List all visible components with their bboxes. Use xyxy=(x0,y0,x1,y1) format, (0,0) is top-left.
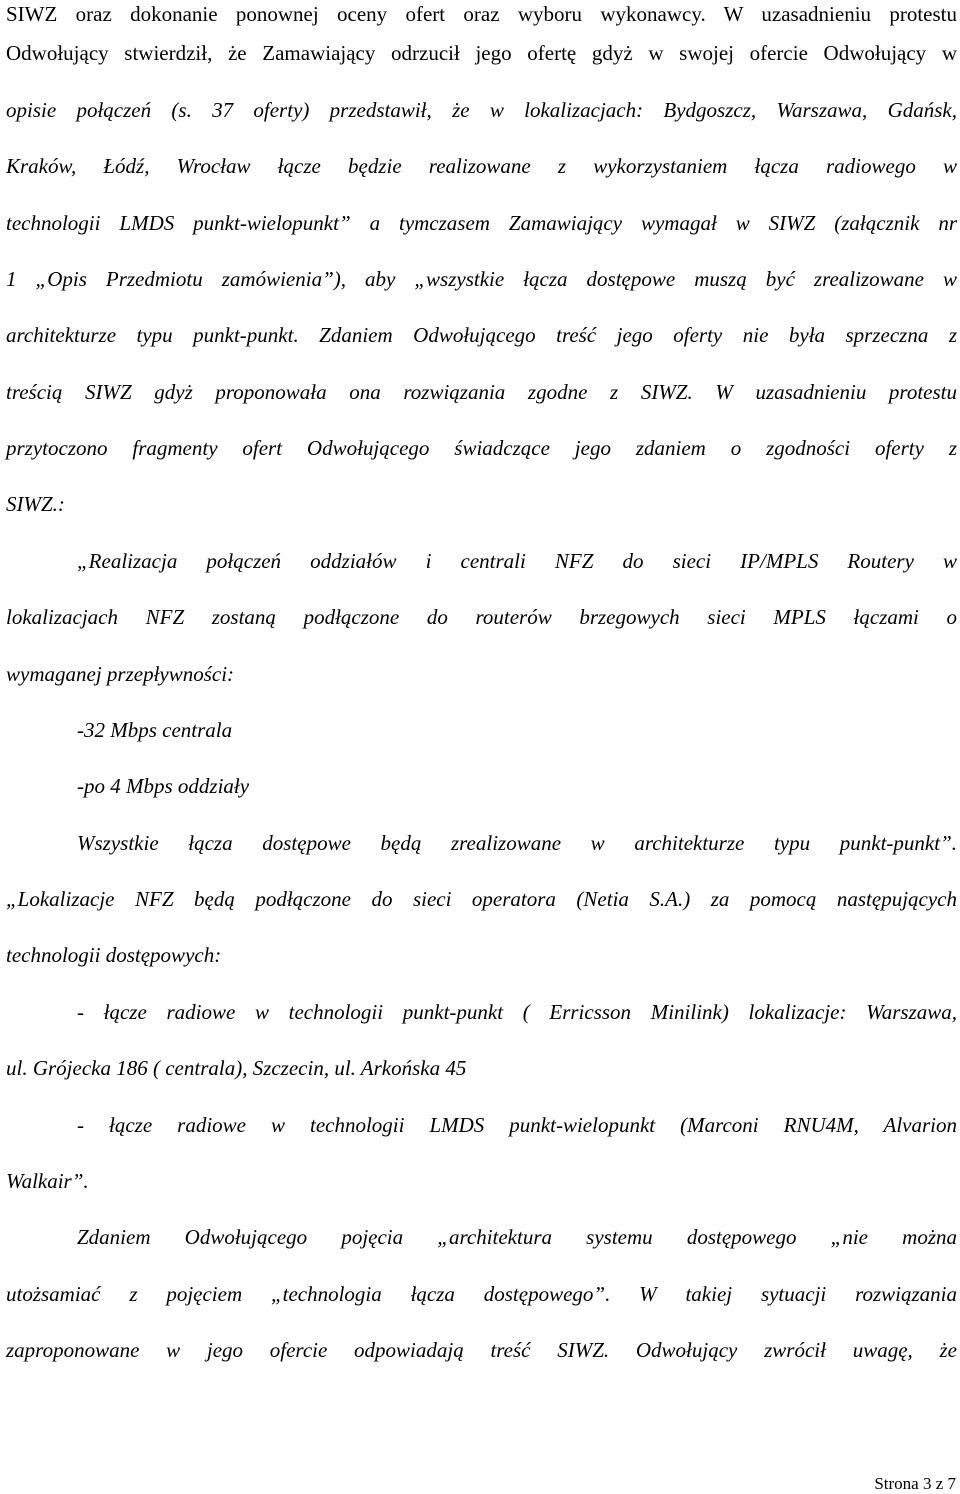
text-line: Odwołujący stwierdził, że Zamawiający odrzucił jego ofertę gdyż w swojej ofercie Odwołujący w xyxy=(6,41,957,65)
text-line: przytoczono fragmenty ofert Odwołującego świadczące jego zdaniem o zgodności oferty z xyxy=(6,436,957,460)
text-line: utożsamiać z pojęciem „technologia łącza dostępowego”. W takiej sytuacji rozwiązania xyxy=(6,1282,957,1306)
text-line: Kraków, Łódź, Wrocław łącze będzie realizowane z wykorzystaniem łącza radiowego w xyxy=(6,154,957,178)
text-line: technologii LMDS punkt-wielopunkt” a tymczasem Zamawiający wymagał w SIWZ (załącznik nr xyxy=(6,211,957,235)
quote-line: -32 Mbps centrala xyxy=(77,718,233,742)
quote-line: -po 4 Mbps oddziały xyxy=(77,774,250,798)
text-line: zaproponowane w jego ofercie odpowiadają treść SIWZ. Odwołujący zwrócił uwagę, że xyxy=(6,1338,957,1362)
text-line: treścią SIWZ gdyż proponowała ona rozwiązania zgodne z SIWZ. W uzasadnieniu protestu xyxy=(6,380,957,404)
quote-line: ul. Grójecka 186 ( centrala), Szczecin, ul. Arkońska 45 xyxy=(6,1056,467,1080)
text-line: Zdaniem Odwołującego pojęcia „architektura systemu dostępowego „nie można xyxy=(77,1225,957,1249)
text-line: SIWZ.: xyxy=(6,492,65,516)
quote-line: Walkair”. xyxy=(6,1169,89,1193)
quote-line: - łącze radiowe w technologii LMDS punkt-wielopunkt (Marconi RNU4M, Alvarion xyxy=(77,1113,957,1137)
text-line: 1 „Opis Przedmiotu zamówienia”), aby „wszystkie łącza dostępowe muszą być zrealizowane w xyxy=(6,267,957,291)
text-line: SIWZ oraz dokonanie ponownej oceny ofert oraz wyboru wykonawcy. W uzasadnieniu protestu xyxy=(6,2,957,26)
quote-line: „Realizacja połączeń oddziałów i centrali NFZ do sieci IP/MPLS Routery w xyxy=(77,549,957,573)
quote-line: „Lokalizacje NFZ będą podłączone do sieci operatora (Netia S.A.) za pomocą następujących xyxy=(6,887,957,911)
quote-line: - łącze radiowe w technologii punkt-punkt ( Erricsson Minilink) lokalizacje: Warszawa, xyxy=(77,1000,957,1024)
text-line: architekturze typu punkt-punkt. Zdaniem Odwołującego treść jego oferty nie była sprzeczna z xyxy=(6,323,957,347)
quote-line: technologii dostępowych: xyxy=(6,943,222,967)
quote-line: Wszystkie łącza dostępowe będą zrealizowane w architekturze typu punkt-punkt”. xyxy=(77,831,957,855)
quote-line: wymaganej przepływności: xyxy=(6,662,235,686)
quote-line: lokalizacjach NFZ zostaną podłączone do routerów brzegowych sieci MPLS łączami o xyxy=(6,605,957,629)
page-number: Strona 3 z 7 xyxy=(874,1474,956,1493)
text-line: opisie połączeń (s. 37 oferty) przedstawił, że w lokalizacjach: Bydgoszcz, Warszawa, Gdańsk, xyxy=(6,98,957,122)
